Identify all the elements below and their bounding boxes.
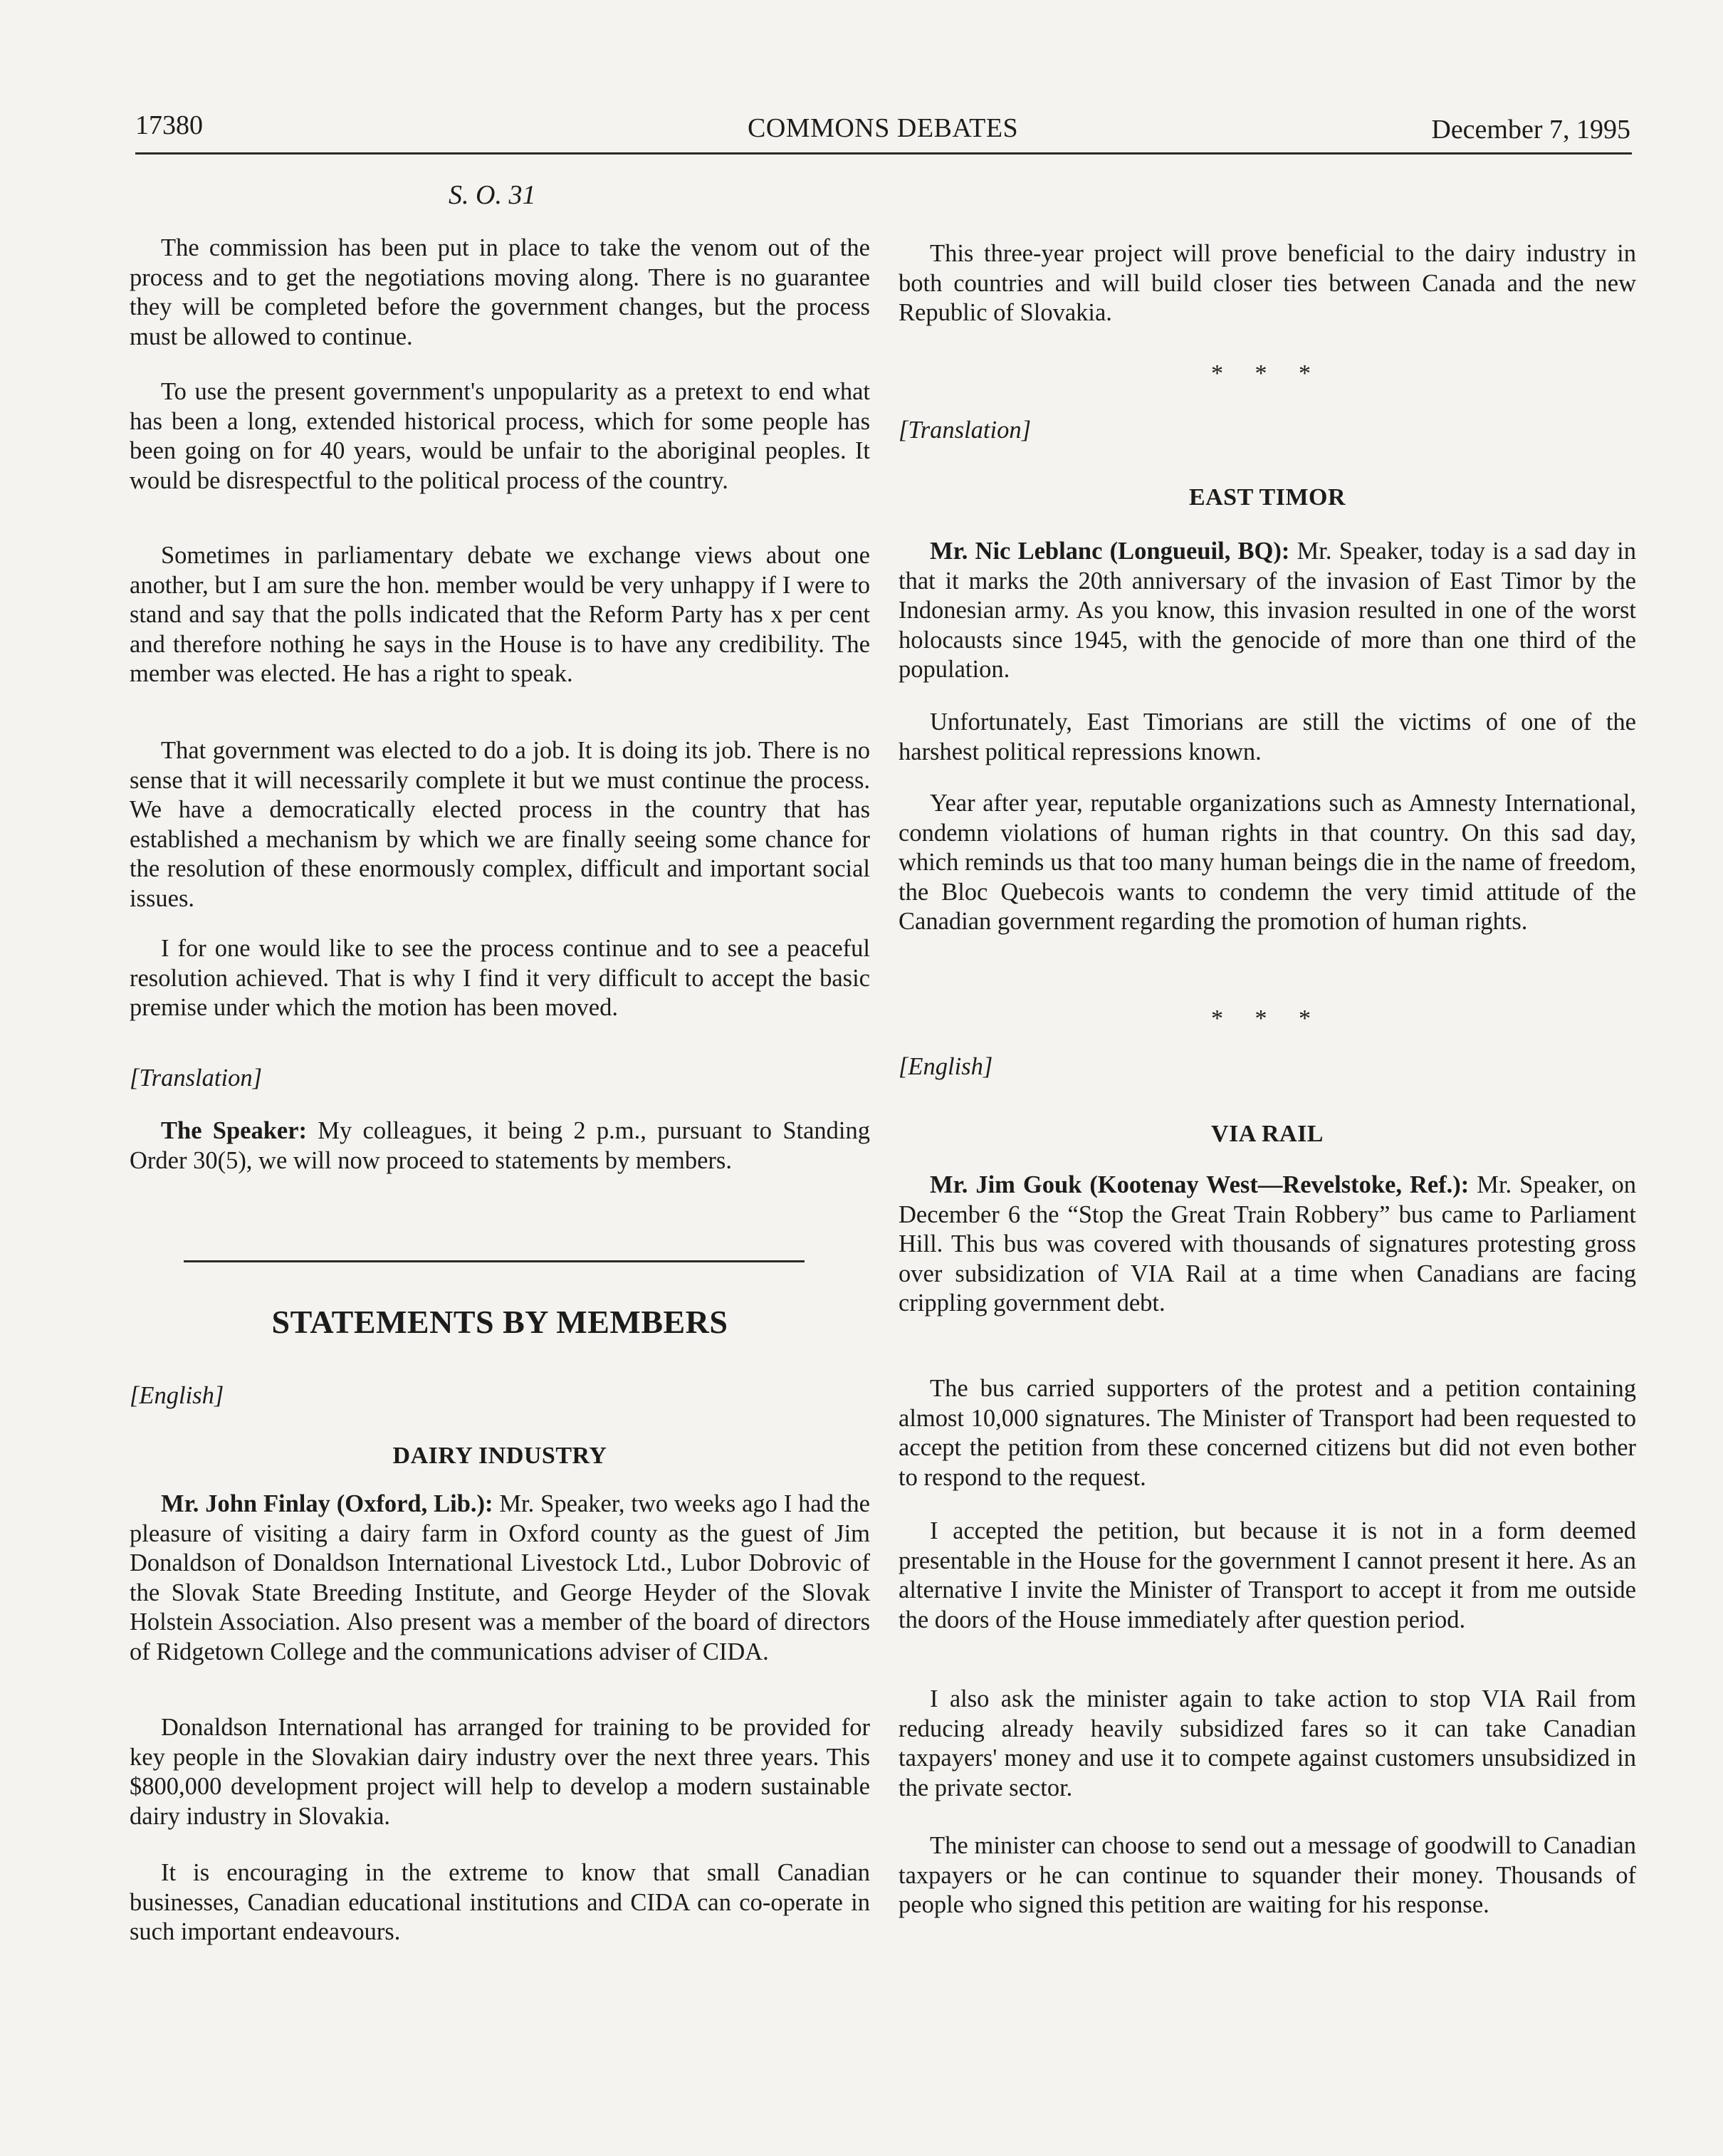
- speaker-name: The Speaker:: [161, 1117, 308, 1144]
- separator-stars: * * *: [1211, 360, 1324, 387]
- paragraph: The minister can choose to send out a message of goodwill to Canadian taxpayers or he can continue to squander their money. Thousands of people who signed this petition are waiting for his response.: [899, 1832, 1636, 1918]
- paragraph: Sometimes in parliamentary debate we exchange views about one another, but I am sure the hon. member would be very unhappy if I were to stand and say that the polls indicated that the Reform Party has x per cent and therefore nothing he says in the House is to have any credibility. The member was elected. He has a right to speak.: [130, 542, 870, 687]
- member-name: Mr. Nic Leblanc (Longueuil, BQ):: [930, 538, 1290, 565]
- header-rule: [135, 152, 1632, 155]
- paragraph: This three-year project will prove beneficial to the dairy industry in both countries and will build closer ties between Canada and the new Republic of Slovakia.: [899, 240, 1636, 326]
- paragraph: I also ask the minister again to take action to stop VIA Rail from reducing already heavily subsidized fares so it can take Canadian taxpayers' money and use it to compete against customers unsubsidized in the private sector.: [899, 1685, 1636, 1801]
- publication-title: COMMONS DEBATES: [748, 113, 1019, 143]
- statement-text: Mr. Speaker, today is a sad day in that it marks the 20th anniversary of the invasion of East Timor by the Indonesian army. As you know, this invasion resulted in one of the worst holocausts since 1945, with the genocide of more than one third of the population.: [899, 538, 1636, 683]
- statement-text: My colleagues, it being 2 p.m., pursuant to Standing Order 30(5), we will now proceed to statements by members.: [130, 1117, 871, 1174]
- speaker-statement: [130, 1116, 870, 1176]
- paragraph: The bus carried supporters of the protest and a petition containing almost 10,000 signatures. The Minister of Transport had been requested to accept the petition from these concerned citizens but did not even bother to respond to the request.: [899, 1375, 1636, 1491]
- language-tag: [English]: [130, 1382, 224, 1409]
- statement-text: Mr. Speaker, two weeks ago I had the pleasure of visiting a dairy farm in Oxford county as the guest of Jim Donaldson of Donaldson International Livestock Ltd., Lubor Dobrovic of the Slovak State Breeding Institute, and George Heyder of the Slovak Holstein Association. Also present was a member of the board of directors of Ridgetown College and the communications adviser of CIDA.: [130, 1490, 870, 1665]
- paragraph: I accepted the petition, but because it is not in a form deemed presentable in the House for the government I cannot present it here. As an alternative I invite the Minister of Transport to accept it from me outside the doors of the House immediately after question period.: [899, 1517, 1636, 1633]
- member-statement: [899, 537, 1636, 685]
- paragraph: Donaldson International has arranged for training to be provided for key people in the Slovakian dairy industry over the next three years. This $800,000 development project will help to develop a modern sustainable dairy industry in Slovakia.: [130, 1714, 870, 1830]
- paragraph: To use the present government's unpopularity as a pretext to end what has been a long, extended historical process, which for some people has been going on for 40 years, would be unfair to the aboriginal peoples. It would be disrespectful to the political process of the country.: [130, 378, 870, 494]
- member-name: Mr. Jim Gouk (Kootenay West—Revelstoke, Ref.):: [930, 1171, 1470, 1198]
- statement-text: Mr. Speaker, on December 6 the “Stop the Great Train Robbery” bus came to Parliament Hill. This bus was covered with thousands of signatures protesting gross over subsidization of VIA Rail at a time when Canadians are facing crippling government debt.: [899, 1171, 1636, 1317]
- section-title: STATEMENTS BY MEMBERS: [271, 1304, 728, 1340]
- paragraph: It is encouraging in the extreme to know that small Canadian businesses, Canadian educational institutions and CIDA can co-operate in such important endeavours.: [130, 1859, 870, 1945]
- section-divider: [184, 1260, 805, 1262]
- language-tag: [Translation]: [899, 417, 1031, 444]
- language-tag: [English]: [899, 1053, 993, 1080]
- paragraph: That government was elected to do a job. It is doing its job. There is no sense that it will necessarily complete it but we must continue the process. We have a democratically elected process in the country that has established a mechanism by which we are finally seeing some chance for the resolution of these enormously complex, difficult and important social issues.: [130, 737, 870, 912]
- header-date: December 7, 1995: [1431, 115, 1630, 145]
- language-tag: [Translation]: [130, 1064, 262, 1092]
- subject-heading: DAIRY INDUSTRY: [392, 1443, 607, 1469]
- member-name: Mr. John Finlay (Oxford, Lib.):: [161, 1490, 493, 1517]
- standing-order-label: S. O. 31: [449, 180, 536, 210]
- paragraph: Unfortunately, East Timorians are still the victims of one of the harshest political repressions known.: [899, 708, 1636, 765]
- separator-stars: * * *: [1211, 1005, 1324, 1032]
- subject-heading: EAST TIMOR: [1188, 484, 1346, 511]
- page-number: 17380: [135, 110, 203, 140]
- member-statement: [899, 1171, 1636, 1319]
- running-header: [135, 104, 1630, 147]
- paragraph: Year after year, reputable organizations such as Amnesty International, condemn violations of human rights in that country. On this sad day, which reminds us that too many human beings die in the name of freedom, the Bloc Quebecois wants to condemn the very timid attitude of the Canadian government regarding the promotion of human rights.: [899, 790, 1636, 935]
- paragraph: I for one would like to see the process continue and to see a peaceful resolution achieved. That is why I find it very difficult to accept the basic premise under which the motion has been moved.: [130, 935, 870, 1021]
- paragraph: The commission has been put in place to take the venom out of the process and to get the negotiations moving along. There is no guarantee they will be completed before the government changes, but the process must be allowed to continue.: [130, 234, 870, 350]
- subject-heading: VIA RAIL: [1211, 1121, 1324, 1147]
- member-statement: [130, 1490, 870, 1667]
